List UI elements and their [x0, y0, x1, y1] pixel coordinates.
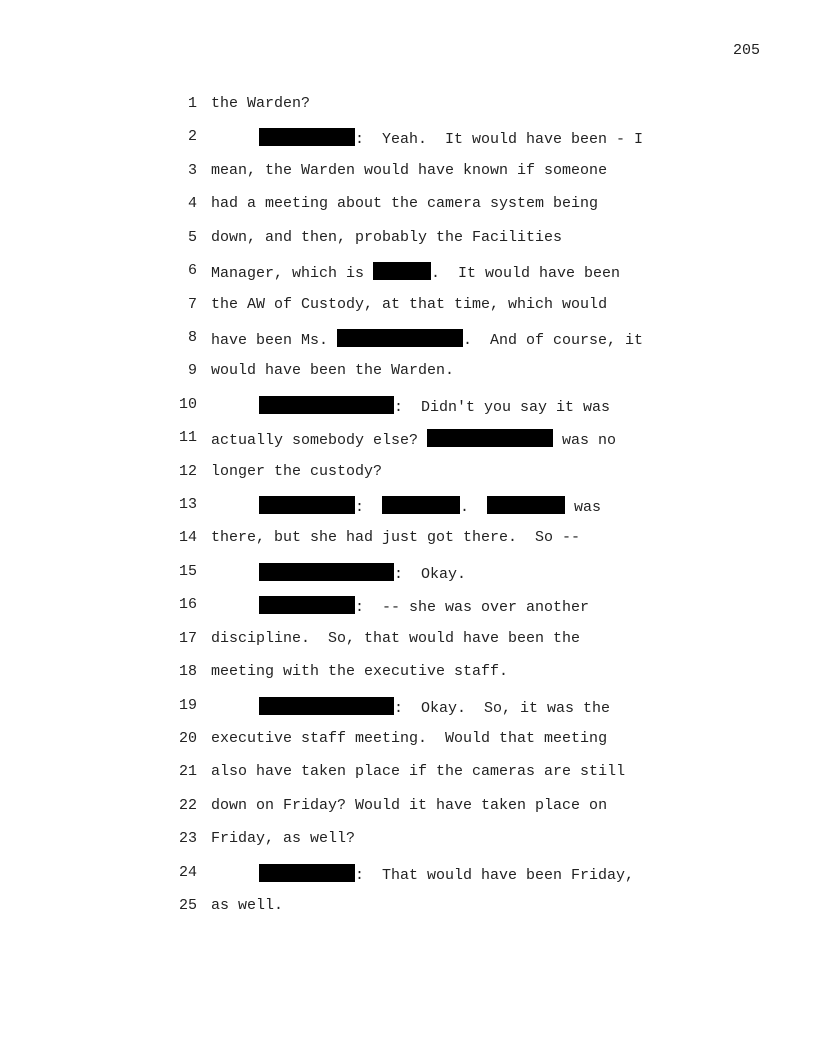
line-text: [211, 195, 598, 212]
transcript-line: [0, 828, 816, 861]
transcript-line: [0, 260, 816, 293]
line-number: 18: [178, 663, 197, 681]
line-number: 4: [187, 195, 197, 213]
line-segment: : -- she was over another: [355, 599, 590, 617]
redaction-block: [259, 563, 394, 581]
redaction-block: [487, 496, 565, 514]
line-text: [211, 663, 508, 680]
line-number: 23: [178, 830, 197, 848]
line-text: [211, 429, 616, 449]
line-segment: the AW of Custody, at that time, which would: [211, 295, 608, 313]
redaction-block: [259, 697, 394, 715]
line-segment: longer the custody?: [211, 462, 383, 480]
line-number: 5: [187, 228, 197, 246]
line-text: [211, 296, 607, 313]
line-segment: was no: [553, 432, 617, 450]
line-number: 20: [178, 729, 197, 747]
line-text: [211, 229, 562, 246]
line-text: [211, 763, 625, 780]
transcript-line: [0, 327, 816, 360]
line-text: [259, 396, 610, 416]
line-segment: meeting with the executive staff.: [211, 663, 509, 681]
line-number: 14: [178, 529, 197, 547]
redaction-block: [259, 496, 355, 514]
page-number: 205: [733, 42, 761, 59]
line-segment: mean, the Warden would have known if someone: [211, 161, 608, 179]
line-segment: actually somebody else?: [211, 432, 428, 450]
line-segment: : Didn't you say it was: [394, 398, 611, 416]
transcript-line: [0, 193, 816, 226]
line-segment: Friday, as well?: [211, 830, 356, 848]
transcript-line: [0, 795, 816, 828]
line-number: 9: [187, 362, 197, 380]
line-segment: Manager, which is: [211, 265, 374, 283]
transcript-line: [0, 895, 816, 928]
transcript-line: [0, 227, 816, 260]
line-number: 6: [187, 262, 197, 280]
line-text: [211, 95, 310, 112]
line-segment: would have been the Warden.: [211, 362, 455, 380]
line-text: [211, 463, 382, 480]
redaction-block: [427, 429, 553, 447]
line-number: 11: [178, 429, 197, 447]
line-text: [211, 797, 607, 814]
line-text: [211, 362, 454, 379]
transcript-line: [0, 360, 816, 393]
redaction-block: [259, 864, 355, 882]
line-number: 10: [178, 395, 197, 413]
line-number: 13: [178, 496, 197, 514]
transcript-line: [0, 93, 816, 126]
transcript-line: [0, 728, 816, 761]
transcript-line: [0, 761, 816, 794]
line-text: [211, 897, 283, 914]
line-segment: discipline. So, that would have been the: [211, 629, 581, 647]
transcript-line: [0, 628, 816, 661]
line-text: [211, 830, 355, 847]
line-text: [259, 864, 634, 884]
line-text: [211, 262, 620, 282]
line-number: 12: [178, 462, 197, 480]
line-segment: : Yeah. It would have been - I: [355, 131, 644, 149]
line-number: 3: [187, 161, 197, 179]
line-segment: as well.: [211, 897, 284, 915]
line-text: [211, 529, 580, 546]
line-segment: : Okay.: [394, 565, 467, 583]
line-segment: down on Friday? Would it have taken place on: [211, 796, 608, 814]
transcript-line: [0, 494, 816, 527]
line-text: [259, 563, 466, 583]
redaction-block: [337, 329, 463, 347]
line-number: 7: [187, 295, 197, 313]
line-segment: had a meeting about the camera system being: [211, 195, 599, 213]
line-number: 24: [178, 863, 197, 881]
line-number: 8: [187, 328, 197, 346]
redaction-block: [259, 596, 355, 614]
transcript-line: [0, 862, 816, 895]
line-segment: : That would have been Friday,: [355, 866, 635, 884]
line-number: 2: [187, 128, 197, 146]
line-number: 16: [178, 596, 197, 614]
line-text: [211, 630, 580, 647]
transcript-line: [0, 527, 816, 560]
transcript-line: [0, 594, 816, 627]
transcript-line: [0, 160, 816, 193]
line-segment: have been Ms.: [211, 331, 338, 349]
line-segment: . It would have been: [431, 265, 621, 283]
line-segment: also have taken place if the cameras are still: [211, 763, 626, 781]
line-segment: executive staff meeting. Would that meeting: [211, 729, 608, 747]
line-segment: there, but she had just got there. So --: [211, 529, 581, 547]
redaction-block: [259, 396, 394, 414]
redaction-block: [259, 128, 355, 146]
transcript-line: [0, 394, 816, 427]
line-number: 22: [178, 796, 197, 814]
line-text: [259, 496, 601, 516]
line-text: [211, 162, 607, 179]
line-segment: down, and then, probably the Facilities: [211, 228, 563, 246]
transcript-line: [0, 294, 816, 327]
transcript-line: [0, 427, 816, 460]
line-text: [259, 697, 610, 717]
transcript-line: [0, 126, 816, 159]
line-number: 15: [178, 562, 197, 580]
transcript-line: [0, 695, 816, 728]
line-segment: was: [565, 499, 602, 517]
line-number: 19: [178, 696, 197, 714]
line-number: 1: [187, 95, 197, 112]
line-number: 17: [178, 629, 197, 647]
line-segment: :: [355, 499, 383, 517]
transcript-line: [0, 461, 816, 494]
transcript-line: [0, 661, 816, 694]
line-number: 25: [178, 897, 197, 915]
line-segment: .: [460, 499, 488, 517]
redaction-block: [373, 262, 431, 280]
transcript-line: [0, 561, 816, 594]
line-text: [259, 596, 589, 616]
redaction-block: [382, 496, 460, 514]
line-number: 21: [178, 763, 197, 781]
line-text: [211, 329, 643, 349]
line-text: [259, 128, 643, 148]
line-segment: . And of course, it: [463, 331, 644, 349]
line-text: [211, 730, 607, 747]
line-segment: : Okay. So, it was the: [394, 699, 611, 717]
line-segment: the Warden?: [211, 95, 311, 112]
